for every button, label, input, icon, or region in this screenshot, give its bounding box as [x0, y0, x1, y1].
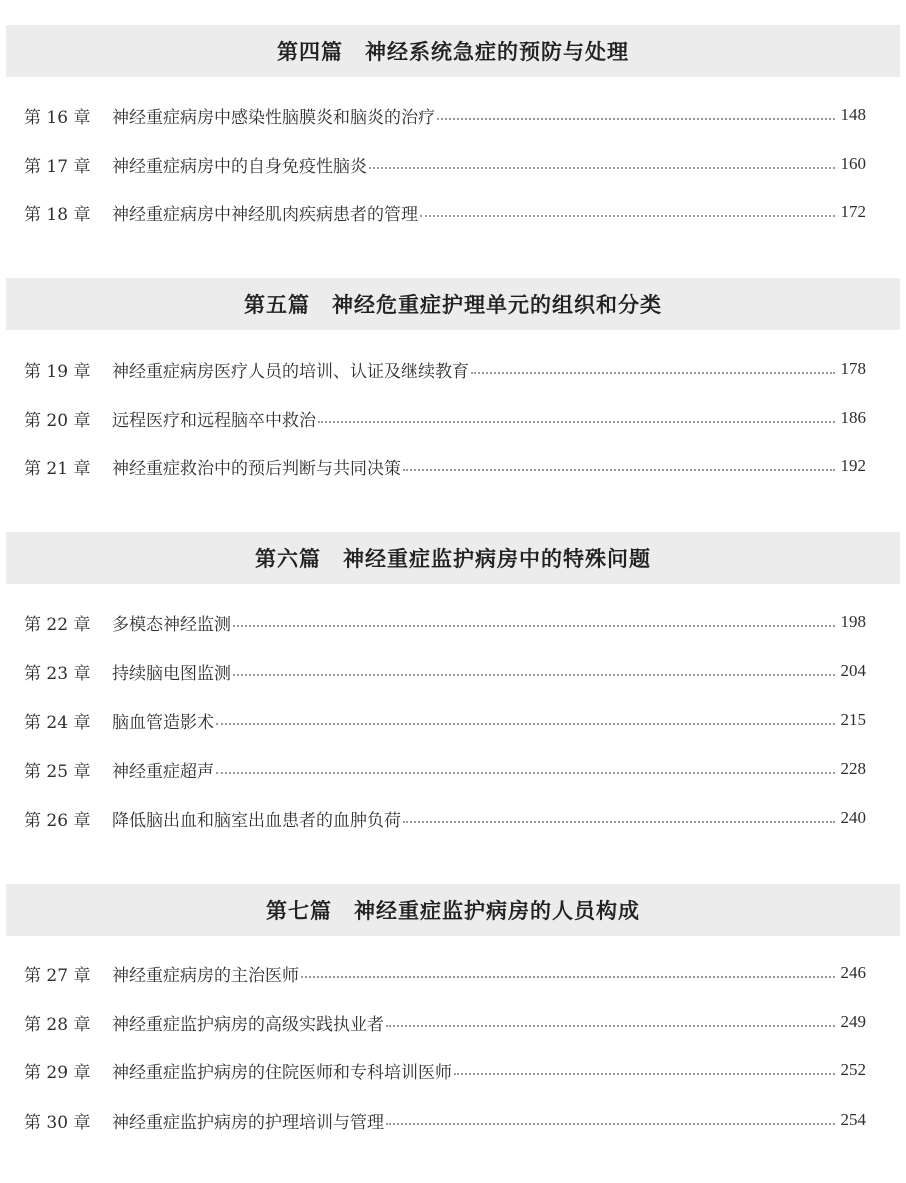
- part-header-7: [6, 884, 900, 936]
- chapter-number: 第 26 章: [24, 810, 91, 831]
- dot-leader: [403, 820, 835, 823]
- dot-leader: [318, 420, 835, 423]
- part-title: 第四篇 神经系统急症的预防与处理: [277, 40, 629, 64]
- page-number: 252: [840, 1060, 866, 1079]
- chapter-number: 第 30 章: [24, 1112, 91, 1133]
- chapter-title: 远程医疗和远程脑卒中救治: [112, 410, 316, 431]
- chapter-title: 多模态神经监测: [112, 614, 231, 635]
- chapter-title: 神经重症病房医疗人员的培训、认证及继续教育: [112, 361, 469, 382]
- part-title: 第五篇 神经危重症护理单元的组织和分类: [244, 293, 662, 317]
- toc-entry-ch22[interactable]: [24, 608, 866, 636]
- chapter-title: 脑血管造影术: [112, 712, 214, 733]
- toc-entry-ch18[interactable]: [24, 198, 866, 226]
- page-number: 204: [840, 661, 866, 680]
- chapter-number: 第 28 章: [24, 1014, 91, 1035]
- page-number: 148: [840, 105, 866, 124]
- page-number: 254: [840, 1110, 866, 1129]
- part-header-5: [6, 278, 900, 330]
- chapter-title: 神经重症病房中感染性脑膜炎和脑炎的治疗: [112, 107, 435, 128]
- toc-entry-ch16[interactable]: [24, 101, 866, 129]
- page-number: 249: [840, 1012, 866, 1031]
- dot-leader: [233, 624, 835, 627]
- dot-leader: [420, 214, 835, 217]
- page-number: 198: [840, 612, 866, 631]
- page-number: 178: [840, 359, 866, 378]
- part-title: 第六篇 神经重症监护病房中的特殊问题: [255, 547, 651, 571]
- chapter-number: 第 18 章: [24, 204, 91, 225]
- dot-leader: [471, 371, 835, 374]
- chapter-number: 第 19 章: [24, 361, 91, 382]
- chapter-title: 神经重症监护病房的护理培训与管理: [112, 1112, 384, 1133]
- chapter-number: 第 23 章: [24, 663, 91, 684]
- chapter-title: 神经重症病房中的自身免疫性脑炎: [112, 156, 367, 177]
- page-number: 240: [840, 808, 866, 827]
- chapter-title: 神经重症病房的主治医师: [112, 965, 299, 986]
- chapter-title: 神经重症监护病房的住院医师和专科培训医师: [112, 1062, 452, 1083]
- chapter-title: 神经重症病房中神经肌肉疾病患者的管理: [112, 204, 418, 225]
- page-number: 160: [840, 154, 866, 173]
- chapter-title: 降低脑出血和脑室出血患者的血肿负荷: [112, 810, 401, 831]
- toc-entry-ch25[interactable]: [24, 755, 866, 783]
- page-number: 172: [840, 202, 866, 221]
- toc-entry-ch27[interactable]: [24, 959, 866, 987]
- toc-entry-ch17[interactable]: [24, 150, 866, 178]
- dot-leader: [369, 166, 835, 169]
- dot-leader: [386, 1024, 835, 1027]
- dot-leader: [403, 468, 835, 471]
- chapter-number: 第 29 章: [24, 1062, 91, 1083]
- page-number: 192: [840, 456, 866, 475]
- chapter-title: 神经重症救治中的预后判断与共同决策: [112, 458, 401, 479]
- chapter-number: 第 25 章: [24, 761, 91, 782]
- chapter-number: 第 27 章: [24, 965, 91, 986]
- toc-entry-ch23[interactable]: [24, 657, 866, 685]
- chapter-title: 神经重症监护病房的高级实践执业者: [112, 1014, 384, 1035]
- chapter-number: 第 24 章: [24, 712, 91, 733]
- toc-entry-ch19[interactable]: [24, 355, 866, 383]
- page-number: 215: [840, 710, 866, 729]
- chapter-number: 第 20 章: [24, 410, 91, 431]
- toc-entry-ch26[interactable]: [24, 804, 866, 832]
- part-header-6: [6, 532, 900, 584]
- chapter-title: 神经重症超声: [112, 761, 214, 782]
- page-number: 228: [840, 759, 866, 778]
- chapter-number: 第 22 章: [24, 614, 91, 635]
- dot-leader: [437, 117, 835, 120]
- chapter-number: 第 21 章: [24, 458, 91, 479]
- dot-leader: [233, 673, 835, 676]
- dot-leader: [301, 975, 835, 978]
- toc-entry-ch29[interactable]: [24, 1056, 866, 1084]
- toc-entry-ch28[interactable]: [24, 1008, 866, 1036]
- toc-entry-ch20[interactable]: [24, 404, 866, 432]
- toc-entry-ch30[interactable]: [24, 1106, 866, 1134]
- page-number: 246: [840, 963, 866, 982]
- dot-leader: [454, 1072, 835, 1075]
- dot-leader: [216, 771, 835, 774]
- part-header-4: [6, 25, 900, 77]
- toc-entry-ch24[interactable]: [24, 706, 866, 734]
- dot-leader: [386, 1122, 835, 1125]
- chapter-number: 第 17 章: [24, 156, 91, 177]
- part-title: 第七篇 神经重症监护病房的人员构成: [266, 899, 640, 923]
- page-number: 186: [840, 408, 866, 427]
- toc-entry-ch21[interactable]: [24, 452, 866, 480]
- chapter-title: 持续脑电图监测: [112, 663, 231, 684]
- dot-leader: [216, 722, 835, 725]
- chapter-number: 第 16 章: [24, 107, 91, 128]
